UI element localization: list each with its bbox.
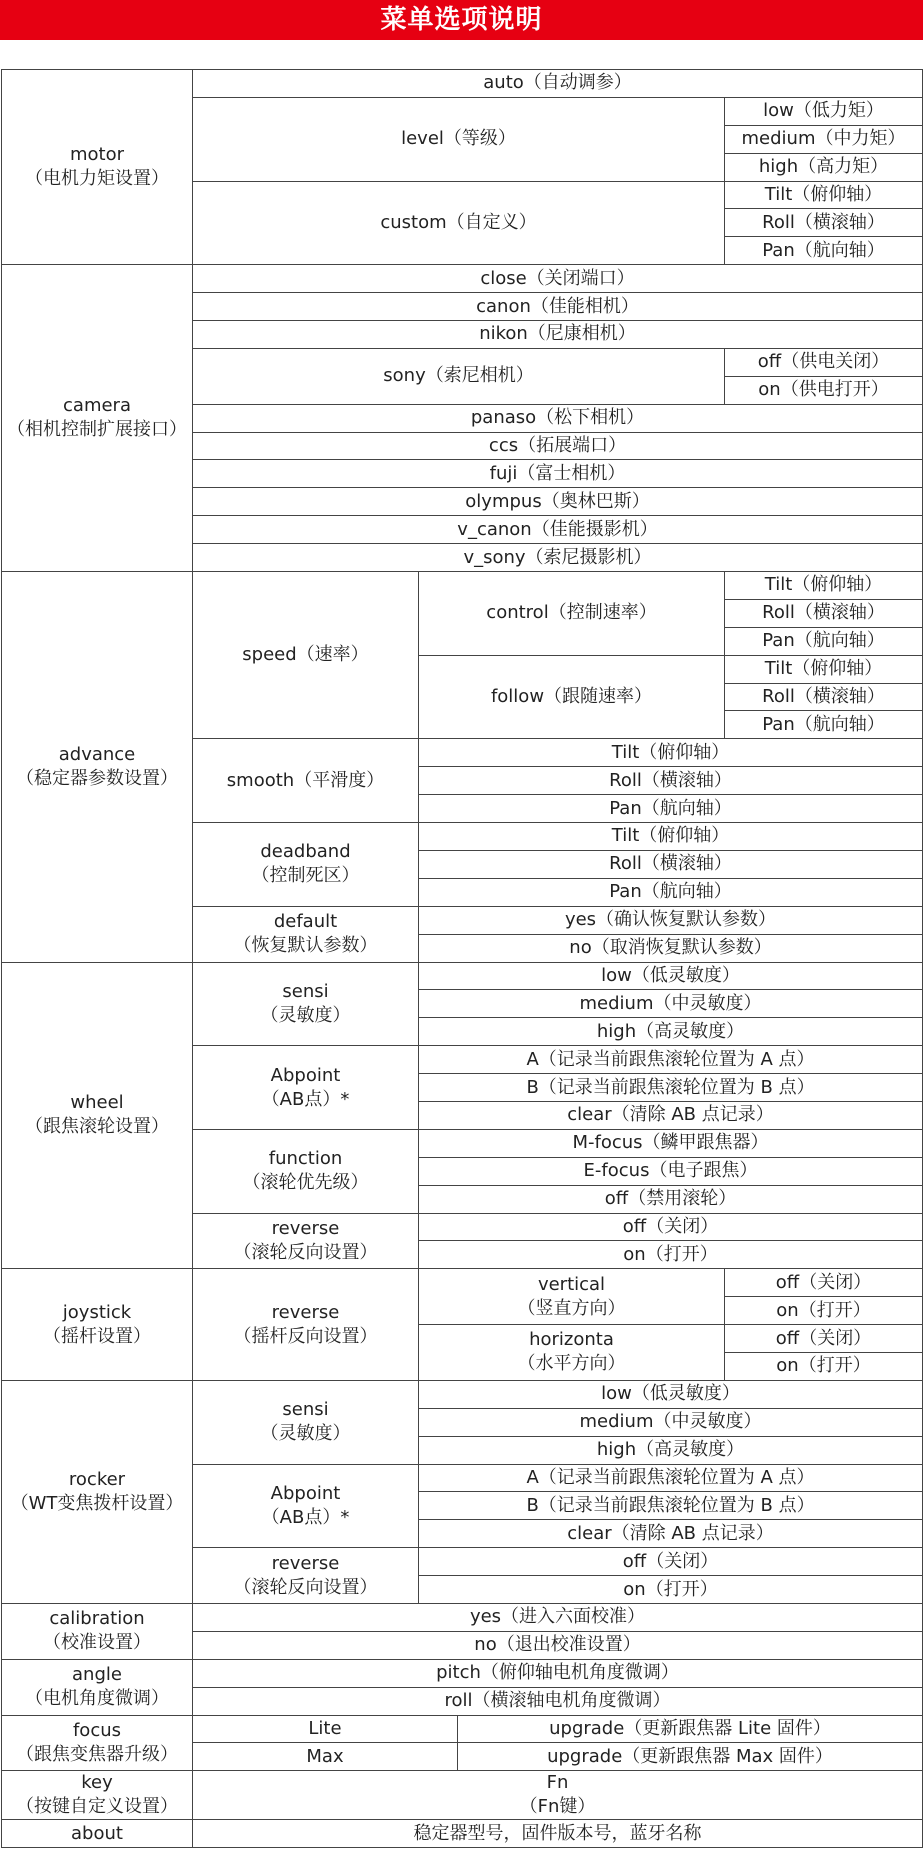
value-cell — [725, 209, 923, 237]
cell-label: Tilt（俯仰轴） — [611, 825, 730, 847]
cell-sublabel: （电机角度微调） — [25, 1688, 169, 1710]
cell-sublabel: （AB点）* — [261, 1088, 350, 1110]
option-cell — [193, 1380, 419, 1464]
sub-option-cell — [419, 1157, 923, 1185]
cell-label: Tilt（俯仰轴） — [764, 574, 883, 596]
cell-label: upgrade（更新跟焦器 Lite 固件） — [549, 1717, 831, 1739]
cell-label: low（低灵敏度） — [601, 1383, 740, 1405]
cell-label: rocker — [68, 1468, 126, 1490]
category-cell — [2, 572, 193, 962]
cell-label: motor — [69, 144, 125, 166]
sub-option-cell — [419, 1380, 923, 1408]
cell-label: speed（速率） — [242, 644, 369, 666]
sub-option-cell — [419, 739, 923, 767]
option-cell — [193, 97, 725, 181]
value-cell — [725, 348, 923, 376]
option-cell — [193, 488, 923, 516]
cell-label: medium（中灵敏度） — [579, 992, 762, 1014]
cell-label: clear（清除 AB 点记录） — [567, 1522, 774, 1544]
category-cell — [2, 1715, 193, 1771]
option-cell — [193, 432, 923, 460]
option-cell — [193, 1659, 923, 1687]
sub-option-cell — [419, 767, 923, 795]
cell-sublabel: （跟焦滚轮设置） — [25, 1116, 169, 1138]
cell-label: joystick — [62, 1301, 132, 1323]
cell-sublabel: （WT变焦拨杆设置） — [10, 1492, 184, 1514]
category-cell — [2, 1771, 193, 1820]
cell-label: level（等级） — [401, 128, 516, 150]
cell-label: control（控制速率） — [486, 602, 657, 624]
value-cell — [725, 181, 923, 209]
cell-label: sensi — [282, 980, 329, 1002]
cell-label: v_canon（佳能摄影机） — [457, 518, 658, 540]
sub-option-cell — [419, 1269, 725, 1325]
cell-label: angle — [72, 1664, 122, 1686]
cell-label: no（取消恢复默认参数） — [569, 937, 772, 959]
cell-sublabel: （AB点）* — [261, 1506, 350, 1528]
cell-label: auto（自动调参） — [483, 72, 632, 94]
cell-sublabel: （控制死区） — [251, 865, 360, 887]
category-cell — [2, 1269, 193, 1381]
sub-option-cell — [419, 1129, 923, 1157]
option-cell — [193, 1046, 419, 1130]
table-row — [2, 962, 923, 990]
cell-label: medium（中灵敏度） — [579, 1411, 762, 1433]
cell-label: v_sony（索尼摄影机） — [463, 546, 652, 568]
cell-label: off（关闭） — [775, 1271, 872, 1293]
value-cell — [725, 153, 923, 181]
sub-option-cell — [419, 572, 725, 656]
cell-sublabel: （滚轮反向设置） — [233, 1576, 378, 1598]
sub-option-cell — [419, 1185, 923, 1213]
cell-label: off（关闭） — [622, 1550, 719, 1572]
option-cell — [193, 962, 419, 1046]
option-cell — [193, 293, 923, 321]
cell-sublabel: （相机控制扩展接口） — [7, 419, 187, 441]
option-cell — [193, 1771, 923, 1820]
sub-option-cell — [419, 962, 923, 990]
cell-label: calibration — [49, 1608, 145, 1630]
cell-sublabel: （滚轮优先级） — [242, 1172, 369, 1194]
value-cell — [725, 599, 923, 627]
cell-label: high（高灵敏度） — [596, 1020, 745, 1042]
cell-label: Roll（横滚轴） — [762, 686, 885, 708]
option-cell — [193, 516, 923, 544]
cell-sublabel: （按键自定义设置） — [16, 1796, 178, 1818]
cell-sublabel: （Fn键） — [519, 1796, 596, 1818]
cell-label: no（退出校准设置） — [474, 1634, 641, 1656]
cell-label: upgrade（更新跟焦器 Max 固件） — [547, 1745, 833, 1767]
sub-option-cell — [419, 655, 725, 739]
cell-label: on（打开） — [776, 1355, 871, 1377]
cell-label: B（记录当前跟焦滚轮位置为 B 点） — [526, 1494, 815, 1516]
cell-label: horizonta — [529, 1329, 614, 1351]
sub-option-cell — [419, 1408, 923, 1436]
sub-option-cell — [419, 1325, 725, 1381]
table-row — [2, 572, 923, 600]
cell-label: high（高力矩） — [758, 156, 889, 178]
sub-option-cell — [419, 990, 923, 1018]
option-cell — [193, 1269, 419, 1381]
cell-label: smooth（平滑度） — [226, 769, 385, 791]
sub-option-cell — [419, 1241, 923, 1269]
cell-label: E-focus（电子跟焦） — [583, 1160, 758, 1182]
cell-sublabel: （摇杆反向设置） — [233, 1325, 378, 1347]
cell-label: focus — [72, 1719, 122, 1741]
cell-label: Pan（航向轴） — [609, 797, 732, 819]
cell-label: clear（清除 AB 点记录） — [567, 1104, 774, 1126]
menu-options-table — [1, 69, 922, 1857]
cell-label: off（供电关闭） — [757, 351, 890, 373]
sub-option-cell — [419, 934, 923, 962]
cell-label: yes（确认恢复默认参数） — [564, 909, 777, 931]
option-cell — [193, 1548, 419, 1604]
option-cell — [193, 460, 923, 488]
cell-label: Pan（航向轴） — [762, 239, 885, 261]
cell-label: A（记录当前跟焦滚轮位置为 A 点） — [526, 1048, 815, 1070]
cell-label: Pan（航向轴） — [609, 881, 732, 903]
cell-label: on（打开） — [776, 1299, 871, 1321]
cell-label: fuji（富士相机） — [489, 462, 626, 484]
cell-label: medium（中力矩） — [741, 128, 906, 150]
cell-sublabel: （电机力矩设置） — [25, 168, 169, 190]
value-cell — [725, 237, 923, 265]
sub-option-cell — [419, 1074, 923, 1102]
table-row — [2, 1820, 923, 1848]
cell-sublabel: （灵敏度） — [260, 1423, 351, 1445]
cell-label: olympus（奥林巴斯） — [465, 490, 650, 512]
cell-label: B（记录当前跟焦滚轮位置为 B 点） — [526, 1076, 815, 1098]
option-cell — [193, 70, 923, 98]
cell-label: 稳定器型号，固件版本号，蓝牙名称 — [413, 1822, 702, 1844]
sub-option-cell — [419, 1213, 923, 1241]
cell-label: on（打开） — [623, 1578, 718, 1600]
cell-sublabel: （灵敏度） — [260, 1004, 351, 1026]
sub-option-cell — [419, 1492, 923, 1520]
cell-label: off（关闭） — [622, 1215, 719, 1237]
category-cell — [2, 1603, 193, 1659]
option-cell — [193, 739, 419, 823]
cell-label: M-focus（鳞甲跟焦器） — [572, 1132, 769, 1154]
sub-option-cell — [419, 878, 923, 906]
cell-label: Pan（航向轴） — [762, 630, 885, 652]
value-cell — [725, 627, 923, 655]
value-cell — [725, 1297, 923, 1325]
cell-label: panaso（松下相机） — [470, 407, 645, 429]
table-row — [2, 265, 923, 293]
cell-label: nikon（尼康相机） — [479, 323, 636, 345]
option-cell — [193, 1129, 419, 1213]
category-cell — [2, 1820, 193, 1848]
option-cell — [193, 265, 923, 293]
category-cell — [2, 962, 193, 1269]
cell-sublabel: （稳定器参数设置） — [16, 767, 178, 789]
cell-label: yes（进入六面校准） — [469, 1606, 646, 1628]
cell-label: close（关闭端口） — [480, 267, 635, 289]
table-row — [2, 1659, 923, 1687]
cell-sublabel: （滚轮反向设置） — [233, 1241, 378, 1263]
sub-option-cell — [419, 1464, 923, 1492]
page-title: 菜单选项说明 — [380, 5, 543, 35]
option-cell — [193, 572, 419, 739]
value-cell — [725, 1325, 923, 1353]
cell-label: Tilt（俯仰轴） — [764, 658, 883, 680]
table-row — [2, 1380, 923, 1408]
cell-label: custom（自定义） — [380, 211, 537, 233]
sub-option-cell — [419, 1436, 923, 1464]
cell-label: default — [273, 911, 338, 933]
cell-label: off（关闭） — [775, 1327, 872, 1349]
sub-option-cell — [419, 1548, 923, 1576]
option-cell — [193, 1631, 923, 1659]
value-cell — [725, 376, 923, 404]
cell-label: high（高灵敏度） — [596, 1439, 745, 1461]
table-row — [2, 70, 923, 98]
cell-label: function — [268, 1148, 343, 1170]
options-table — [1, 69, 923, 1848]
cell-label: Fn — [546, 1772, 569, 1794]
sub-option-cell — [419, 850, 923, 878]
value-cell — [725, 125, 923, 153]
cell-label: reverse — [271, 1217, 340, 1239]
category-cell — [2, 1380, 193, 1603]
sub-option-cell — [458, 1715, 923, 1743]
sub-option-cell — [419, 795, 923, 823]
cell-label: Tilt（俯仰轴） — [764, 184, 883, 205]
cell-label: about — [71, 1822, 123, 1844]
table-row — [2, 1715, 923, 1743]
cell-label: ccs（拓展端口） — [488, 435, 627, 457]
cell-label: key — [81, 1772, 113, 1794]
category-cell — [2, 70, 193, 265]
cell-sublabel: （摇杆设置） — [43, 1325, 151, 1347]
cell-label: off（禁用滚轮） — [604, 1188, 737, 1210]
cell-label: Roll（横滚轴） — [762, 602, 885, 624]
cell-label: Pan（航向轴） — [762, 713, 885, 735]
value-cell — [725, 655, 923, 683]
sub-option-cell — [419, 1046, 923, 1074]
value-cell — [725, 97, 923, 125]
cell-label: sensi — [282, 1399, 329, 1421]
sub-option-cell — [458, 1743, 923, 1771]
value-cell — [725, 711, 923, 739]
option-cell — [193, 321, 923, 349]
cell-label: reverse — [271, 1301, 340, 1323]
option-cell — [193, 1603, 923, 1631]
sub-option-cell — [419, 1576, 923, 1604]
cell-label: Lite — [308, 1717, 342, 1739]
cell-label: Roll（横滚轴） — [609, 853, 732, 875]
cell-label: camera — [63, 395, 131, 417]
option-cell — [193, 1715, 458, 1743]
value-cell — [725, 572, 923, 600]
cell-label: Roll（横滚轴） — [609, 769, 732, 791]
cell-label: sony（索尼相机） — [383, 365, 534, 387]
cell-label: advance — [58, 743, 136, 765]
table-row — [2, 1603, 923, 1631]
sub-option-cell — [419, 1018, 923, 1046]
cell-label: Roll（横滚轴） — [762, 211, 885, 233]
cell-sublabel: （竖直方向） — [517, 1297, 626, 1319]
cell-label: low（低灵敏度） — [601, 964, 740, 986]
option-cell — [193, 1820, 923, 1848]
cell-label: low（低力矩） — [763, 100, 884, 122]
table-body — [2, 70, 923, 1848]
sub-option-cell — [419, 823, 923, 851]
category-cell — [2, 265, 193, 572]
option-cell — [193, 181, 725, 265]
value-cell — [725, 1269, 923, 1297]
cell-label: follow（跟随速率） — [490, 686, 653, 708]
cell-label: vertical — [537, 1273, 606, 1295]
cell-label: pitch（俯仰轴电机角度微调） — [436, 1662, 679, 1684]
cell-label: Tilt（俯仰轴） — [611, 741, 730, 763]
cell-label: on（打开） — [623, 1243, 718, 1265]
cell-label: reverse — [271, 1552, 340, 1574]
cell-label: Abpoint — [270, 1064, 341, 1086]
value-cell — [725, 1352, 923, 1380]
cell-label: Max — [306, 1745, 344, 1767]
cell-label: deadband — [260, 841, 351, 863]
cell-sublabel: （跟焦变焦器升级） — [16, 1743, 178, 1765]
cell-label: wheel — [70, 1092, 124, 1114]
cell-label: roll（横滚轴电机角度微调） — [444, 1690, 671, 1712]
option-cell — [193, 544, 923, 572]
option-cell — [193, 823, 419, 907]
cell-sublabel: （恢复默认参数） — [233, 935, 378, 957]
category-cell — [2, 1659, 193, 1715]
sub-option-cell — [419, 1101, 923, 1129]
sub-option-cell — [419, 906, 923, 934]
value-cell — [725, 683, 923, 711]
option-cell — [193, 1687, 923, 1715]
option-cell — [193, 1464, 419, 1548]
cell-label: A（记录当前跟焦滚轮位置为 A 点） — [526, 1466, 815, 1488]
cell-label: canon（佳能相机） — [476, 295, 639, 317]
option-cell — [193, 906, 419, 962]
table-row — [2, 1269, 923, 1297]
cell-label: Abpoint — [270, 1482, 341, 1504]
option-cell — [193, 348, 725, 404]
cell-label: on（供电打开） — [758, 379, 889, 401]
cell-sublabel: （校准设置） — [43, 1632, 151, 1654]
option-cell — [193, 1743, 458, 1771]
sub-option-cell — [419, 1520, 923, 1548]
cell-sublabel: （水平方向） — [517, 1353, 626, 1375]
option-cell — [193, 404, 923, 432]
option-cell — [193, 1213, 419, 1269]
